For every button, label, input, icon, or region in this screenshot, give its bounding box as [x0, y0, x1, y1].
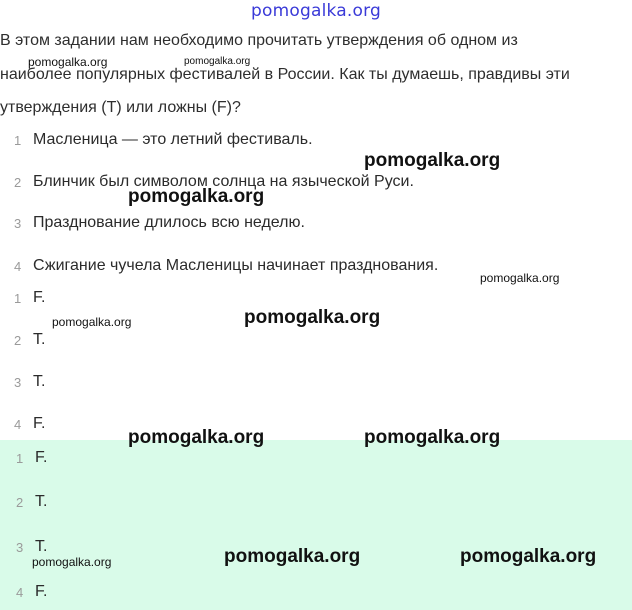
answer-number: 4: [14, 417, 22, 432]
watermark: pomogalka.org: [128, 427, 265, 448]
header-logo[interactable]: pomogalka.org: [251, 1, 381, 21]
answer-text: F.: [35, 583, 48, 600]
statement-text: Масленица — это летний фестиваль.: [33, 131, 313, 148]
statement-number: 1: [14, 133, 22, 148]
statement-text: Блинчик был символом солнца на языческой Руси.: [33, 173, 414, 190]
statement-number: 2: [14, 175, 22, 190]
watermark: pomogalka.org: [184, 56, 251, 67]
answer-text: T.: [35, 493, 48, 510]
statement-text: Празднование длилось всю неделю.: [33, 214, 305, 231]
answer-text: T.: [33, 373, 46, 390]
answer-text: T.: [35, 538, 48, 555]
answer-text: T.: [33, 331, 46, 348]
statement-number: 4: [14, 259, 22, 274]
answer-text: F.: [33, 415, 46, 432]
answer-number: 3: [14, 375, 22, 390]
watermark: pomogalka.org: [480, 271, 560, 285]
watermark: pomogalka.org: [32, 555, 112, 569]
answer-number: 2: [14, 333, 22, 348]
answer-highlight-block: [0, 440, 632, 610]
watermark: pomogalka.org: [460, 546, 597, 567]
answer-text: F.: [33, 289, 46, 306]
answer-number: 1: [16, 451, 24, 466]
answer-number: 4: [16, 585, 24, 600]
watermark: pomogalka.org: [364, 427, 501, 448]
watermark: pomogalka.org: [364, 150, 501, 171]
statement-text: Сжигание чучела Масленицы начинает празднования.: [33, 257, 439, 274]
answer-number: 3: [16, 540, 24, 555]
intro-line: наиболее популярных фестивалей в России. Как ты думаешь, правдивы эти: [0, 66, 570, 83]
answer-text: F.: [35, 449, 48, 466]
watermark: pomogalka.org: [28, 55, 108, 69]
watermark: pomogalka.org: [244, 307, 381, 328]
watermark: pomogalka.org: [128, 186, 265, 207]
intro-line: утверждения (T) или ложны (F)?: [0, 99, 241, 116]
watermark: pomogalka.org: [52, 315, 132, 329]
answer-number: 2: [16, 495, 24, 510]
answer-number: 1: [14, 291, 22, 306]
statement-number: 3: [14, 216, 22, 231]
watermark: pomogalka.org: [224, 546, 361, 567]
intro-line: В этом задании нам необходимо прочитать утверждения об одном из: [0, 32, 518, 49]
